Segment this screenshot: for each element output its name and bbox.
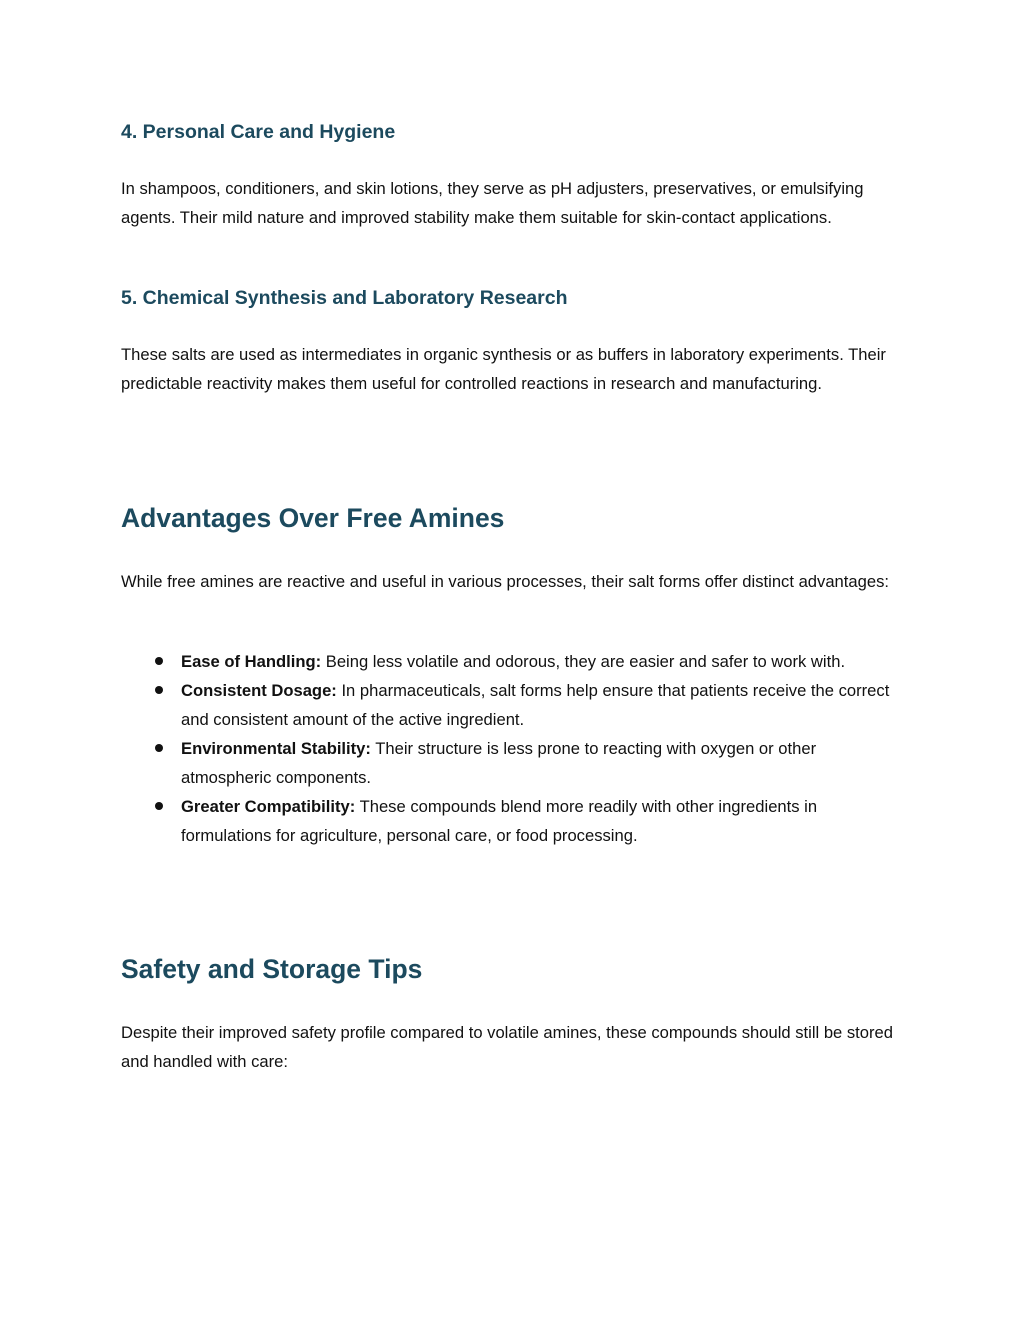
section-heading-chemical-synthesis: 5. Chemical Synthesis and Laboratory Research [121,287,568,309]
bullet-icon [155,802,163,810]
list-item-text: In pharmaceuticals, salt forms help ensure that patients receive the correct and consistent amount of the active ingredient. [181,681,890,729]
list-item-term: Environmental Stability: [181,739,371,758]
heading-advantages: Advantages Over Free Amines [121,503,505,533]
list-item [121,734,906,792]
bullet-icon [155,744,163,752]
paragraph-advantages-intro: While free amines are reactive and useful in various processes, their salt forms offer distinct advantages: [121,572,889,591]
list-item-text: These compounds blend more readily with other ingredients in formulations for agriculture, personal care, or food processing. [181,797,818,845]
list-item-text: Their structure is less prone to reacting with oxygen or other atmospheric components. [181,739,817,787]
heading-safety-storage: Safety and Storage Tips [121,954,423,984]
list-item-term: Greater Compatibility: [181,797,356,816]
list-item [121,647,906,676]
bullet-icon [155,657,163,665]
list-item-term: Ease of Handling: [181,652,322,671]
section-heading-personal-care: 4. Personal Care and Hygiene [121,121,396,143]
list-item [121,676,906,734]
advantages-list [121,647,906,850]
paragraph-chemical-synthesis: These salts are used as intermediates in organic synthesis or as buffers in laboratory experiments. Their predictable reactivity makes them useful for controlled reactions in research and manufacturing. [121,345,886,393]
bullet-icon [155,686,163,694]
paragraph-safety: Despite their improved safety profile compared to volatile amines, these compounds should still be stored and handled with care: [121,1023,894,1071]
list-item-term: Consistent Dosage: [181,681,337,700]
list-item-text: Being less volatile and odorous, they are easier and safer to work with. [321,652,846,671]
list-item [121,792,906,850]
paragraph-personal-care: In shampoos, conditioners, and skin lotions, they serve as pH adjusters, preservatives, or emulsifying agents. Their mild nature and improved stability make them suitable for skin-contact applications. [121,179,864,227]
